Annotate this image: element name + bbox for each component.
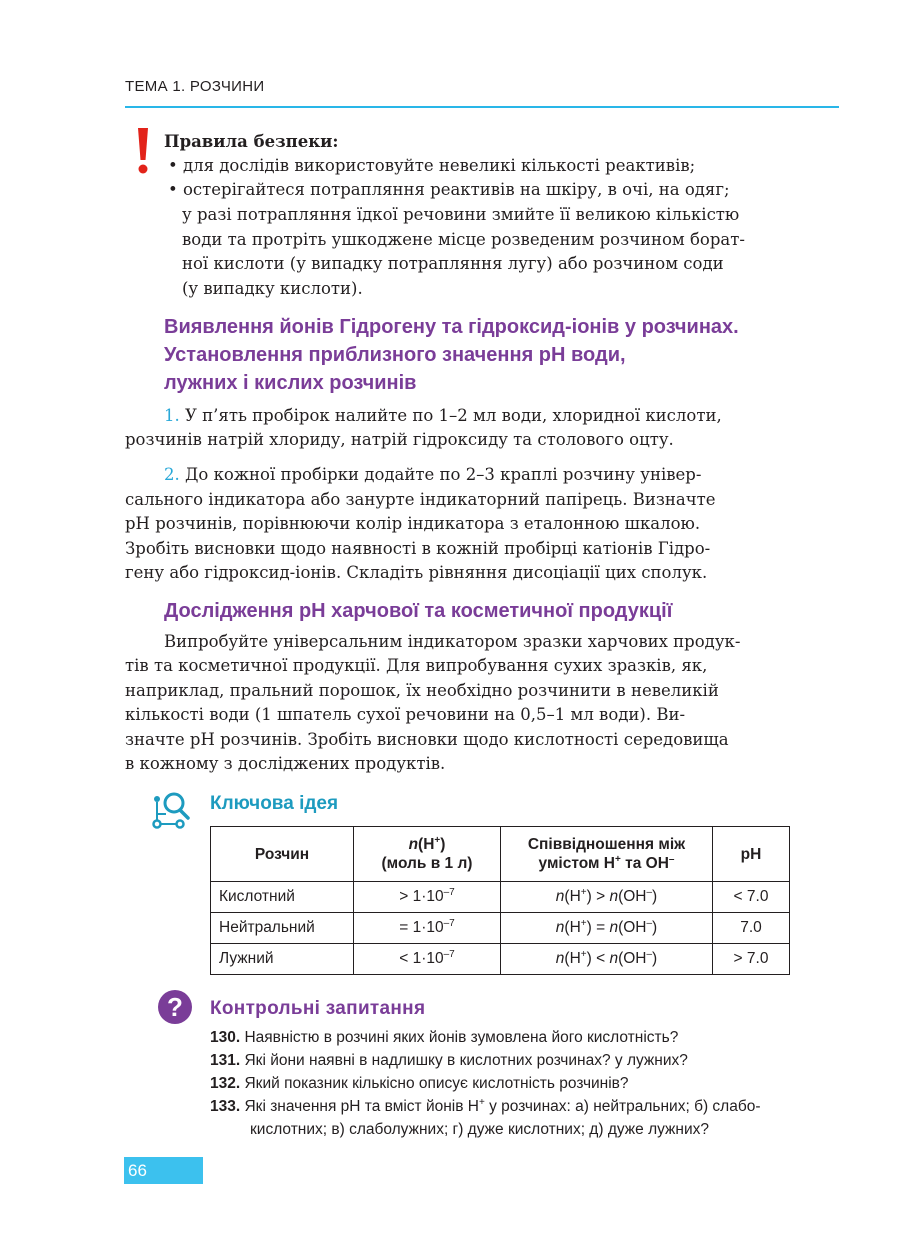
- section2-line-2: тів та косметичної продукції. Для випробування сухих зразків, як,: [125, 656, 708, 675]
- row-acid-name: Кислотний: [211, 882, 354, 913]
- question-item: 132. Який показник кількісно описує кислотність розчинів?: [210, 1075, 629, 1092]
- safety-bullet-2-line-4: ної кислоти (у випадку потрапляння лугу) або розчином соди: [182, 254, 724, 273]
- row-alkaline-ph: > 7.0: [713, 944, 790, 975]
- question-item-continuation: кислотних; в) слаболужних; г) дуже кислотних; д) дуже лужних?: [250, 1121, 710, 1138]
- step1-line-1: [164, 404, 722, 429]
- step1-text: У п’ять пробірок налийте по 1–2 мл води, хлоридної кислоти,: [179, 406, 722, 425]
- question-item: 131. Які йони наявні в надлишку в кислотних розчинах? у лужних?: [210, 1052, 688, 1069]
- step2-number: 2.: [164, 465, 180, 484]
- section2-line-1: Випробуйте універсальним індикатором зразки харчових продук-: [164, 632, 741, 651]
- safety-title: Правила безпеки:: [164, 132, 339, 151]
- safety-bullet-2-line-2: у разі потрапляння їдкої речовини змийте її великою кількістю: [182, 205, 740, 224]
- row-acid-rel: n(H+) > n(OH–): [501, 882, 713, 913]
- key-idea-icon: [150, 790, 192, 832]
- row-alkaline-conc: < $1\cdot 10^{-7}$: [354, 944, 501, 975]
- question-item: 133. Які значення pH та вміст йонів H+ у розчинах: а) нейтральних; б) слабо-: [210, 1097, 761, 1115]
- ph-table: [210, 826, 790, 975]
- section2-line-4: кількості води (1 шпатель сухої речовини на 0,5–1 мл води). Ви-: [125, 705, 686, 724]
- table-row: [211, 913, 790, 944]
- header-solution: Розчин: [211, 827, 354, 882]
- step2-line-3: pH розчинів, порівнюючи колір індикатора з еталонною шкалою.: [125, 514, 701, 533]
- step1-line-2: розчинів натрій хлориду, натрій гідроксиду та столового оцту.: [125, 430, 674, 449]
- table-header-row: [211, 827, 790, 882]
- table-row: [211, 882, 790, 913]
- row-alkaline-name: Лужний: [211, 944, 354, 975]
- step2-line-2: сального індикатора або занурте індикаторний папірець. Визначте: [125, 490, 716, 509]
- page-number: 66: [124, 1157, 203, 1184]
- safety-bullet-1: • для дослідів використовуйте невеликі кількості реактивів;: [168, 156, 696, 175]
- header-rule: [125, 106, 839, 108]
- section1-heading-line-3: лужних і кислих розчинів: [164, 372, 417, 394]
- row-neutral-ph: 7.0: [713, 913, 790, 944]
- question-item: 130. Наявністю в розчині яких йонів зумовлена його кислотність?: [210, 1029, 679, 1046]
- header-ratio: Співвідношення між умістом H+ та OH–: [501, 827, 713, 882]
- table-row: [211, 944, 790, 975]
- step2-text: До кожної пробірки додайте по 2–3 краплі розчину універ-: [179, 465, 702, 484]
- questions-title: Контрольні запитання: [210, 998, 426, 1019]
- warning-exclamation-icon: [136, 126, 150, 176]
- safety-bullet-2-line-1: • остерігайтеся потрапляння реактивів на шкіру, в очі, на одяг;: [168, 180, 730, 199]
- key-idea-title: Ключова ідея: [210, 793, 339, 814]
- step1-number: 1.: [164, 406, 180, 425]
- row-neutral-conc: = $1\cdot 10^{-7}$: [354, 913, 501, 944]
- section2-heading: Дослідження pH харчової та косметичної продукції: [164, 600, 673, 622]
- section2-line-3: наприклад, пральний порошок, їх необхідно розчинити в невеликій: [125, 681, 719, 700]
- step2-line-4: Зробіть висновки щодо наявності в кожній пробірці катіонів Гідро-: [125, 539, 711, 558]
- row-alkaline-rel: n(H+) < n(OH–): [501, 944, 713, 975]
- header-concentration: n(H+) (моль в 1 л): [354, 827, 501, 882]
- running-header: ТЕМА 1. РОЗЧИНИ: [125, 78, 265, 95]
- section1-heading-line-2: Установлення приблизного значення pH води,: [164, 344, 626, 366]
- row-acid-conc: > $1\cdot 10^{-7}$: [354, 882, 501, 913]
- row-acid-ph: < 7.0: [713, 882, 790, 913]
- safety-bullet-2-line-5: (у випадку кислоти).: [182, 279, 363, 298]
- row-neutral-name: Нейтральний: [211, 913, 354, 944]
- header-ph: pH: [713, 827, 790, 882]
- section2-line-6: в кожному з досліджених продуктів.: [125, 754, 446, 773]
- step2-line-1: [164, 463, 701, 488]
- question-mark-icon: ?: [158, 990, 192, 1024]
- safety-bullet-2-line-3: води та протріть ушкоджене місце розведеним розчином борат-: [182, 230, 745, 249]
- section2-line-5: значте pH розчинів. Зробіть висновки щодо кислотності середовища: [125, 730, 729, 749]
- row-neutral-rel: n(H+) = n(OH–): [501, 913, 713, 944]
- step2-line-5: гену або гідроксид-іонів. Складіть рівняння дисоціації цих сполук.: [125, 563, 708, 582]
- section1-heading-line-1: Виявлення йонів Гідрогену та гідроксид-іонів у розчинах.: [164, 316, 739, 338]
